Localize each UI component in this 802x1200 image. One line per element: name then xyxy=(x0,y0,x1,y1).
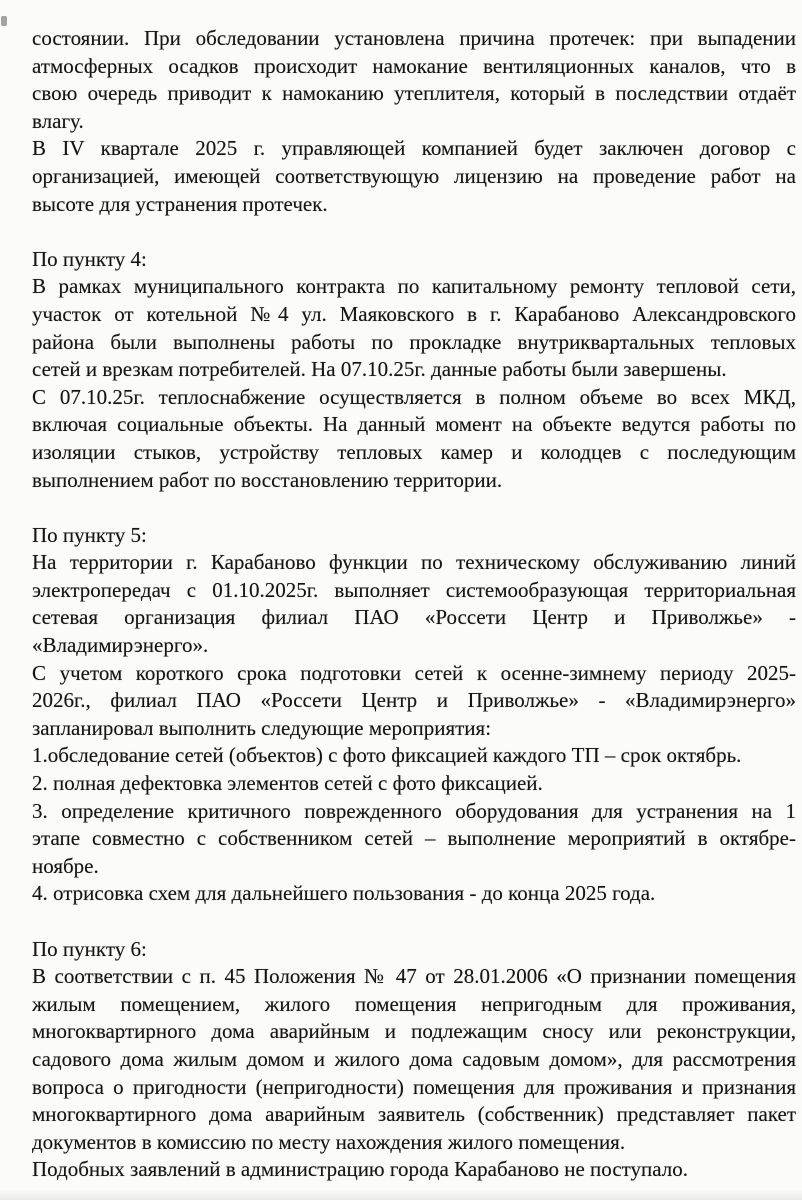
scan-artifact xyxy=(1,16,7,26)
text-line: В рамках муниципального контракта по капитальному ремонту тепловой сети, xyxy=(32,274,796,299)
text-line: свою очередь приводит к намоканию утеплителя, который в последствии отдаёт xyxy=(32,81,796,106)
text-line: 4. отрисовка схем для дальнейшего пользования - до конца 2025 года. xyxy=(32,881,656,906)
paragraph xyxy=(32,963,796,1156)
paragraph xyxy=(32,384,796,494)
text-line: района были выполнены работы по прокладке внутриквартальных тепловых xyxy=(32,329,796,354)
text-line: организацией, имеющей соответствующую лицензию на проведение работ на xyxy=(32,163,796,188)
text-line: 2026г., филиал ПАО «Россети Центр и Приволжье» - «Владимирэнерго» xyxy=(32,688,796,713)
paragraph xyxy=(32,660,796,743)
text-line: С учетом короткого срока подготовки сетей к осенне-зимнему периоду 2025- xyxy=(32,660,796,685)
paragraph xyxy=(32,273,796,383)
paragraph xyxy=(32,25,796,135)
text-line: изоляции стыков, устройству тепловых камер и колодцев с последующим xyxy=(32,439,796,464)
list-item xyxy=(32,798,796,881)
paragraph xyxy=(32,1156,796,1184)
section-heading xyxy=(32,246,796,274)
text-line: жилым помещением, жилого помещения непригодным для проживания, xyxy=(32,991,796,1016)
text-line: выполнением работ по восстановлению территории. xyxy=(32,467,503,492)
text-line: «Владимирэнерго». xyxy=(32,633,209,658)
text-line: 2. полная дефектовка элементов сетей с фото фиксацией. xyxy=(32,771,543,796)
text-line: 1.обследование сетей (объектов) с фото фиксацией каждого ТП – срок октябрь. xyxy=(32,743,742,768)
text-line: По пункту 5: xyxy=(32,522,147,547)
text-line: 3. определение критичного поврежденного оборудования для устранения на 1 xyxy=(32,798,796,823)
text-line: документов в комиссию по месту нахождения жилого помещения. xyxy=(32,1129,626,1154)
text-line: По пункту 6: xyxy=(32,936,147,961)
text-line: высоте для устранения протечек. xyxy=(32,191,328,216)
section-point-4 xyxy=(32,246,796,494)
text-line: На территории г. Карабаново функции по техническому обслуживанию линий xyxy=(32,550,796,575)
text-line: влагу. xyxy=(32,108,84,133)
section-heading xyxy=(32,936,796,964)
text-line: многоквартирного дома аварийным и подлежащим сносу или реконструкции, xyxy=(32,1019,796,1044)
text-line: сетевая организация филиал ПАО «Россети Центр и Приволжье» - xyxy=(32,605,796,630)
list-item xyxy=(32,742,796,770)
text-line: электропередач с 01.10.2025г. выполняет системообразующая территориальная xyxy=(32,577,796,602)
text-line: этапе совместно с собственником сетей – выполнение мероприятий в октябре- xyxy=(32,826,796,851)
text-line: атмосферных осадков происходит намокание вентиляционных каналов, что в xyxy=(32,53,796,78)
text-line: ноябре. xyxy=(32,853,99,878)
text-line: По пункту 4: xyxy=(32,246,147,271)
text-line: С 07.10.25г. теплоснабжение осуществляется в полном объеме во всех МКД, xyxy=(32,384,796,409)
section-heading xyxy=(32,522,796,550)
text-line: включая социальные объекты. На данный момент на объекте ведутся работы по xyxy=(32,412,796,437)
list-item xyxy=(32,880,796,908)
section-point-5 xyxy=(32,522,796,908)
text-line: вопроса о пригодности (непригодности) помещения для проживания и признания xyxy=(32,1074,796,1099)
paragraph xyxy=(32,135,796,218)
text-line: участок от котельной №4 ул. Маяковского в г. Карабаново Александровского xyxy=(32,301,796,326)
text-line: состоянии. При обследовании установлена причина протечек: при выпадении xyxy=(32,26,796,50)
list-item xyxy=(32,770,796,798)
text-line: Подобных заявлений в администрацию города Карабаново не поступало. xyxy=(32,1157,689,1182)
text-line: многоквартирного дома аварийным заявитель (собственник) представляет пакет xyxy=(32,1102,796,1127)
text-line: В соответствии с п. 45 Положения № 47 от 28.01.2006 «О признании помещения xyxy=(32,964,796,989)
text-line: запланировал выполнить следующие мероприятия: xyxy=(32,715,492,740)
section-intro xyxy=(32,25,796,218)
paragraph xyxy=(32,549,796,659)
scan-shadow xyxy=(0,1190,802,1200)
text-line: садового дома жилым домом и жилого дома садовым домом», для рассмотрения xyxy=(32,1046,796,1071)
text-line: сетей и врезкам потребителей. На 07.10.25г. данные работы были завершены. xyxy=(32,357,727,382)
section-point-6 xyxy=(32,936,796,1184)
text-line: В IV квартале 2025 г. управляющей компанией будет заключен договор с xyxy=(32,136,796,161)
